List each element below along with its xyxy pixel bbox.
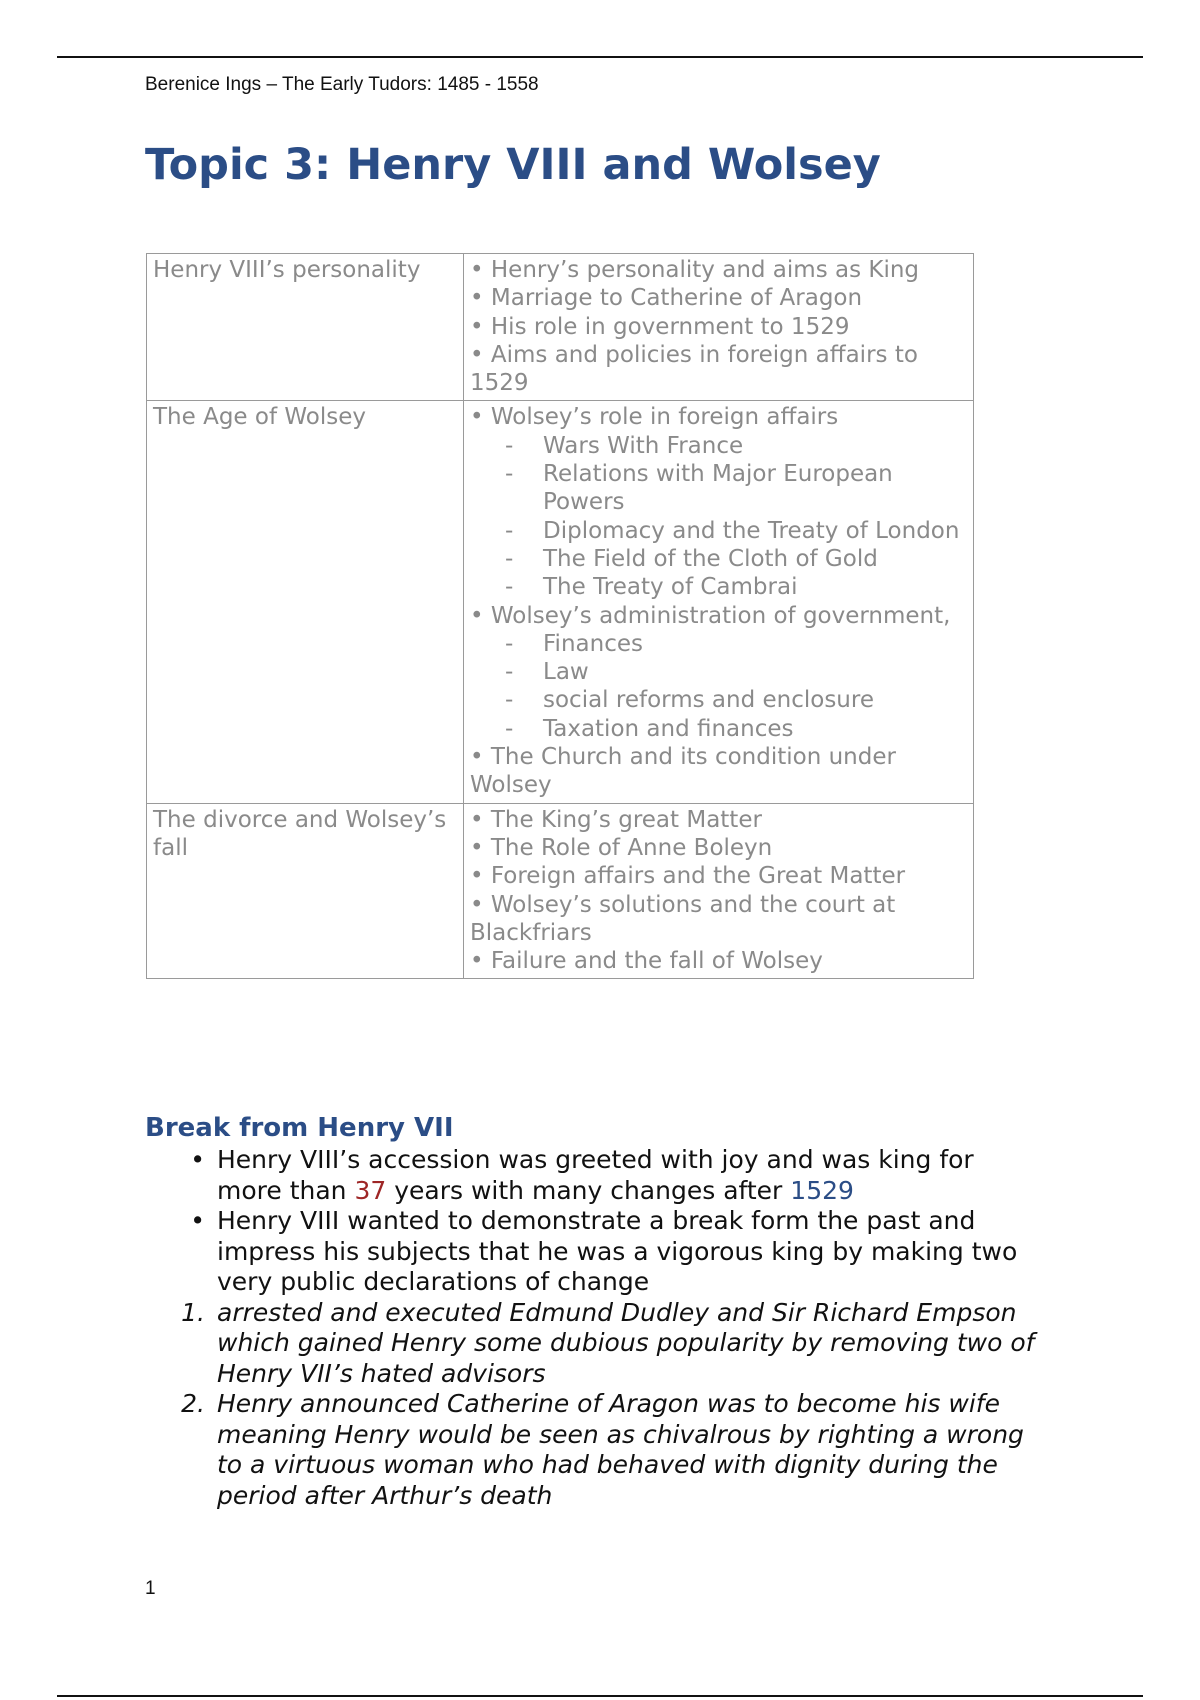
sub-list-item — [470, 715, 967, 743]
list-item: • Wolsey’s role in foreign affairs — [470, 404, 839, 431]
dash-marker: - — [505, 687, 514, 714]
content-cell — [464, 401, 974, 803]
sub-item-text: Diplomacy and the Treaty of London — [543, 517, 960, 544]
list-item: • Marriage to Catherine of Aragon — [470, 285, 863, 312]
bullet-text: Henry VIII wanted to demonstrate a break form the past and impress his subjects that he was a vigorous king by making two very public declarations of change — [217, 1206, 1018, 1296]
list-item: • The King’s great Matter — [470, 806, 762, 833]
table-row-age-of-wolsey — [147, 401, 974, 803]
list-item: • His role in government to 1529 — [470, 313, 850, 340]
table-row-divorce — [147, 803, 974, 979]
topic-label: The divorce and Wolsey’s fall — [153, 806, 447, 861]
content-cell — [464, 803, 974, 979]
topic-cell — [147, 401, 464, 803]
topic-label: The Age of Wolsey — [153, 404, 366, 431]
sub-item-text: The Field of the Cloth of Gold — [543, 545, 878, 572]
table-row-personality — [147, 254, 974, 401]
numbered-text: arrested and executed Edmund Dudley and Sir Richard Empson which gained Henry some dubious popularity by removing two of Henry VII’s hated advisors — [217, 1297, 1035, 1388]
list-item: • Aims and policies in foreign affairs to 1529 — [470, 341, 918, 397]
dash-marker: - — [505, 461, 514, 488]
sub-item-text: Relations with Major European Powers — [543, 461, 893, 516]
dash-marker: - — [505, 432, 514, 459]
number-marker: 2. — [181, 1389, 205, 1418]
body-list — [145, 1145, 1045, 1511]
number-marker: 1. — [181, 1297, 205, 1327]
page-title: Topic 3: Henry VIII and Wolsey — [145, 140, 881, 190]
list-item: • Henry’s personality and aims as King — [470, 257, 920, 283]
sub-item-text: social reforms and enclosure — [543, 687, 874, 714]
dash-marker: - — [505, 630, 514, 657]
list-item: • Foreign affairs and the Great Matter — [470, 863, 906, 890]
sub-item-text: Wars With France — [543, 432, 744, 459]
text-run: Henry VIII’s accession was greeted with joy and was king for more than — [217, 1145, 974, 1205]
dash-marker: - — [505, 517, 514, 544]
dash-marker: - — [505, 659, 514, 686]
topics-table — [146, 253, 974, 979]
sub-list-item — [470, 630, 967, 658]
list-item: • The Role of Anne Boleyn — [470, 834, 773, 861]
bullet-item-accession — [145, 1145, 1045, 1206]
running-head: Berenice Ings – The Early Tudors: 1485 - 1558 — [145, 74, 539, 95]
sub-list-item — [470, 517, 967, 545]
topic-cell — [147, 803, 464, 979]
bullet-marker: • — [190, 1145, 205, 1174]
text-run: years with many changes after — [386, 1175, 791, 1205]
topic-cell — [147, 254, 464, 401]
dash-marker: - — [505, 715, 514, 742]
page-number: 1 — [145, 1578, 156, 1599]
bottom-rule — [57, 1695, 1143, 1697]
sub-list-item — [470, 658, 967, 686]
list-item: • Wolsey’s solutions and the court at Blackfriars — [470, 891, 896, 946]
sub-list-item — [470, 686, 967, 714]
bullet-text — [217, 1145, 1045, 1206]
sub-list-item — [470, 460, 967, 517]
list-item: • Wolsey’s administration of government, — [470, 602, 951, 629]
sub-list-item — [470, 545, 967, 573]
list-item: • The Church and its condition under Wolsey — [470, 744, 896, 799]
highlight-years: 37 — [354, 1175, 387, 1205]
sub-item-text: The Treaty of Cambrai — [543, 574, 798, 601]
dash-marker: - — [505, 574, 514, 601]
bullet-item-break — [145, 1206, 1045, 1298]
numbered-item — [145, 1298, 1045, 1390]
section-heading: Break from Henry VII — [145, 1113, 454, 1143]
top-rule — [57, 56, 1143, 58]
numbered-text: Henry announced Catherine of Aragon was to become his wife meaning Henry would be seen as chivalrous by righting a wrong to a virtuous woman who had behaved with dignity during the period after Arthur’s death — [217, 1389, 1024, 1510]
topic-label: Henry VIII’s personality — [153, 257, 421, 283]
dash-marker: - — [505, 545, 514, 572]
numbered-item — [145, 1389, 1045, 1511]
sub-list-item — [470, 432, 967, 460]
sub-list-item — [470, 573, 967, 601]
highlight-year: 1529 — [790, 1175, 854, 1205]
list-item: • Failure and the fall of Wolsey — [470, 948, 823, 975]
sub-item-text: Taxation and finances — [543, 715, 794, 742]
content-cell — [464, 254, 974, 401]
bullet-marker: • — [190, 1206, 205, 1235]
sub-item-text: Law — [543, 659, 589, 686]
sub-item-text: Finances — [543, 630, 643, 657]
